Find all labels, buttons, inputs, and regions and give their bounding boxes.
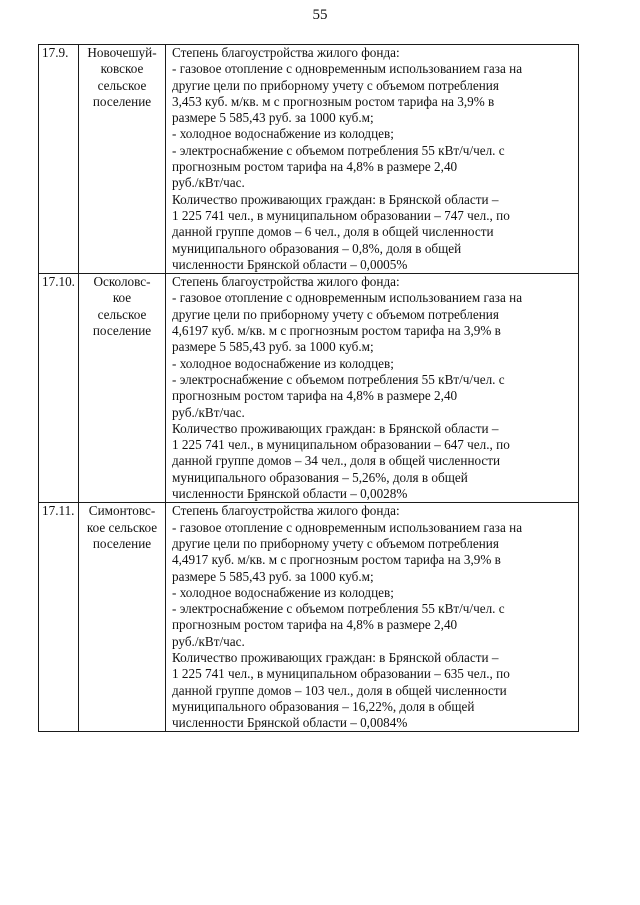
settlement-name-line: поселение — [92, 535, 152, 551]
description-line: данной группе домов – 103 чел., доля в общей численности — [172, 682, 507, 698]
row-number: 17.10. — [39, 274, 79, 503]
description-line: Количество проживающих граждан: в Брянской области – — [172, 649, 499, 665]
description-line: - электроснабжение с объемом потребления 55 кВт/ч/чел. с — [172, 142, 505, 158]
description-line: руб./кВт/час. — [172, 175, 245, 191]
description-line: данной группе домов – 6 чел., доля в общей численности — [172, 224, 494, 240]
settlement-name-line: Новочешуй- — [87, 45, 157, 60]
page-number: 55 — [312, 7, 328, 23]
description-line: размере 5 585,43 руб. за 1000 куб.м; — [172, 568, 374, 584]
description-line: - холодное водоснабжение из колодцев; — [172, 355, 394, 371]
description-line: прогнозным ростом тарифа на 4,8% в размере 2,40 — [172, 159, 458, 175]
settlement-description — [166, 45, 579, 274]
description-line: Степень благоустройства жилого фонда: — [172, 45, 400, 60]
settlements-table — [38, 44, 579, 732]
description-line: другие цели по приборному учету с объемом потребления — [172, 77, 499, 93]
settlement-name-line: сельское — [97, 77, 147, 93]
description-line: 1 225 741 чел., в муниципальном образовании – 635 чел., по — [172, 666, 510, 682]
settlement-name-line: кое сельское — [86, 519, 158, 535]
description-line: - газовое отопление с одновременным использованием газа на — [172, 519, 523, 535]
description-line: - газовое отопление с одновременным использованием газа на — [172, 290, 523, 306]
description-line: другие цели по приборному учету с объемом потребления — [172, 535, 499, 551]
description-line: размере 5 585,43 руб. за 1000 куб.м; — [172, 339, 374, 355]
table-row — [39, 503, 579, 732]
description-line: - электроснабжение с объемом потребления 55 кВт/ч/чел. с — [172, 371, 505, 387]
description-line: размере 5 585,43 руб. за 1000 куб.м; — [172, 110, 374, 126]
description-line: муниципального образования – 16,22%, доля в общей — [172, 698, 475, 714]
settlement-name-line: Осколовс- — [93, 274, 151, 290]
settlement-name — [79, 503, 166, 732]
description-line: Количество проживающих граждан: в Брянской области – — [172, 191, 499, 207]
description-line: 3,453 куб. м/кв. м с прогнозным ростом тарифа на 3,9% в — [172, 93, 495, 109]
settlement-name-line: Симонтовс- — [88, 503, 156, 519]
row-number: 17.11. — [39, 503, 79, 732]
description-line: прогнозным ростом тарифа на 4,8% в размере 2,40 — [172, 388, 458, 404]
description-line: Степень благоустройства жилого фонда: — [172, 274, 400, 290]
settlement-name-line: сельское — [97, 306, 147, 322]
description-line: Степень благоустройства жилого фонда: — [172, 503, 400, 519]
table-row — [39, 274, 579, 503]
description-line: 1 225 741 чел., в муниципальном образовании – 747 чел., по — [172, 207, 510, 223]
description-line: 4,6197 куб. м/кв. м с прогнозным ростом тарифа на 3,9% в — [172, 323, 501, 339]
description-line: численности Брянской области – 0,0005% — [172, 256, 408, 272]
description-line: Количество проживающих граждан: в Брянской области – — [172, 420, 499, 436]
description-line: - газовое отопление с одновременным использованием газа на — [172, 61, 523, 77]
settlement-name-line: поселение — [92, 93, 152, 109]
description-line: прогнозным ростом тарифа на 4,8% в размере 2,40 — [172, 617, 458, 633]
settlement-name — [79, 45, 166, 274]
description-line: данной группе домов – 34 чел., доля в общей численности — [172, 453, 501, 469]
settlement-name — [79, 274, 166, 503]
description-line: муниципального образования – 5,26%, доля в общей — [172, 469, 468, 485]
description-line: 4,4917 куб. м/кв. м с прогнозным ростом тарифа на 3,9% в — [172, 552, 501, 568]
settlement-name-line: кое — [112, 290, 132, 306]
description-line: муниципального образования – 0,8%, доля в общей — [172, 240, 462, 256]
settlement-name-line: ковское — [100, 61, 144, 77]
table-row — [39, 45, 579, 274]
description-line: - холодное водоснабжение из колодцев; — [172, 584, 394, 600]
description-line: численности Брянской области – 0,0028% — [172, 486, 408, 502]
description-line: руб./кВт/час. — [172, 404, 245, 420]
settlement-description — [166, 503, 579, 732]
settlements-table-body — [39, 45, 579, 732]
description-line: - холодное водоснабжение из колодцев; — [172, 126, 394, 142]
row-number: 17.9. — [39, 45, 79, 274]
description-line: - электроснабжение с объемом потребления 55 кВт/ч/чел. с — [172, 601, 505, 617]
description-line: численности Брянской области – 0,0084% — [172, 715, 408, 731]
settlement-description — [166, 274, 579, 503]
description-line: другие цели по приборному учету с объемом потребления — [172, 306, 499, 322]
settlement-name-line: поселение — [92, 323, 152, 339]
description-line: руб./кВт/час. — [172, 633, 245, 649]
description-line: 1 225 741 чел., в муниципальном образовании – 647 чел., по — [172, 437, 510, 453]
